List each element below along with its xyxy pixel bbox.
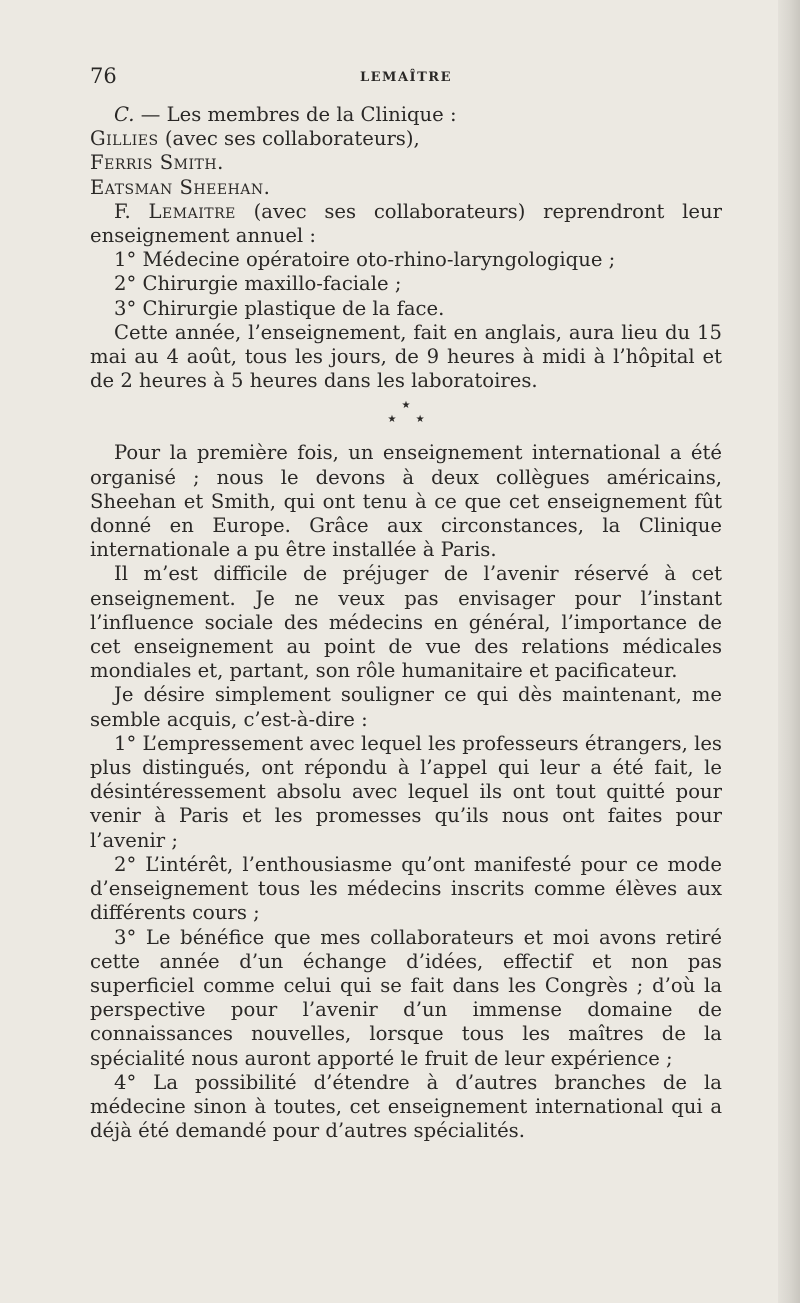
page-header [90,58,722,90]
paragraph: 1° L’empressement avec lequel les professeurs étrangers, les plus distingués, ont répondu à l’appel qui leur a été fait, le désintéressement absolu avec lequel ils ont tout quitté pour venir à Paris et les promesses qu’ils nous ont faites pour l’avenir ; [90,731,722,852]
member-name: Eatsman Sheehan [90,175,264,199]
lemaitre-prefix: F. [114,199,149,223]
member-suffix: . [263,175,270,199]
paragraph: Il m’est difficile de préjuger de l’avenir réservé à cet enseignement. Je ne veux pas envisager pour l’instant l’influence sociale des médecins en général, l’importance de cet enseignement au point de vue des relations médicales mondiales et, partant, son rôle humanitaire et pacificateur. [90,562,722,683]
page-number: 76 [90,64,117,88]
member-name: Gillies [90,127,159,151]
course-item: 3° Chirurgie plastique de la face. [114,296,445,320]
paragraph: Pour la première fois, un enseignement international a été organisé ; nous le devons à deux collègues américains, Sheehan et Smith, qui ont tenu à ce que cet enseignement fût donné en Europe. Grâce aux circonstances, la Clinique internationale a pu être installée à Paris. [90,441,722,562]
page-body [90,103,722,1143]
paragraph: 3° Le bénéfice que mes collaborateurs et moi avons retiré cette année d’un échange d’idées, effectif et non pas superficiel comme celui qui se fait dans les Congrès ; d’où la perspective pour l’avenir d’un immense domaine de connaissances nouvelles, lorsque tous les maîtres de la spécialité nous auront apporté le fruit de leur expérience ; [90,925,722,1070]
asterism-top: ★ [401,400,411,412]
lemaitre-rest: (avec ses collaborateurs) reprendront leur enseignement annuel : [90,199,722,248]
section-title: — Les membres de la Clinique : [134,103,457,126]
course-item: 2° Chirurgie maxillo-faciale ; [114,272,402,296]
member-suffix: . [217,151,224,175]
paragraph: 4° La possibilité d’étendre à d’autres branches de la médecine sinon à toutes, cet enseignement international qui a déjà été demandé pour d’autres spécialités. [90,1070,722,1143]
member-line [90,127,722,151]
asterism-divider [90,393,722,441]
asterism-bottom: ★ ★ [387,414,433,426]
section-heading [90,103,722,127]
course-item: 1° Médecine opératoire oto-rhino-laryngologique ; [114,248,616,272]
running-head: LEMAÎTRE [360,70,452,85]
paragraph: Je désire simplement souligner ce qui dès maintenant, me semble acquis, c’est-à-dire : [90,683,722,731]
paragraph: 2° L’intérêt, l’enthousiasme qu’ont manifesté pour ce mode d’enseignement tous les médecins inscrits comme élèves aux différents cours ; [90,852,722,925]
schedule-paragraph: Cette année, l’enseignement, fait en anglais, aura lieu du 15 mai au 4 août, tous les jours, de 9 heures à midi à l’hôpital et de 2 heures à 5 heures dans les laboratoires. [90,320,722,393]
member-name: Ferris Smith [90,151,218,175]
member-line [90,176,722,200]
section-label: C. [114,103,135,126]
lemaitre-paragraph [90,200,722,248]
lemaitre-name: Lemaitre [148,199,236,223]
member-suffix: (avec ses collaborateurs), [158,127,420,151]
member-line [90,151,722,175]
page-edge [778,0,800,1303]
